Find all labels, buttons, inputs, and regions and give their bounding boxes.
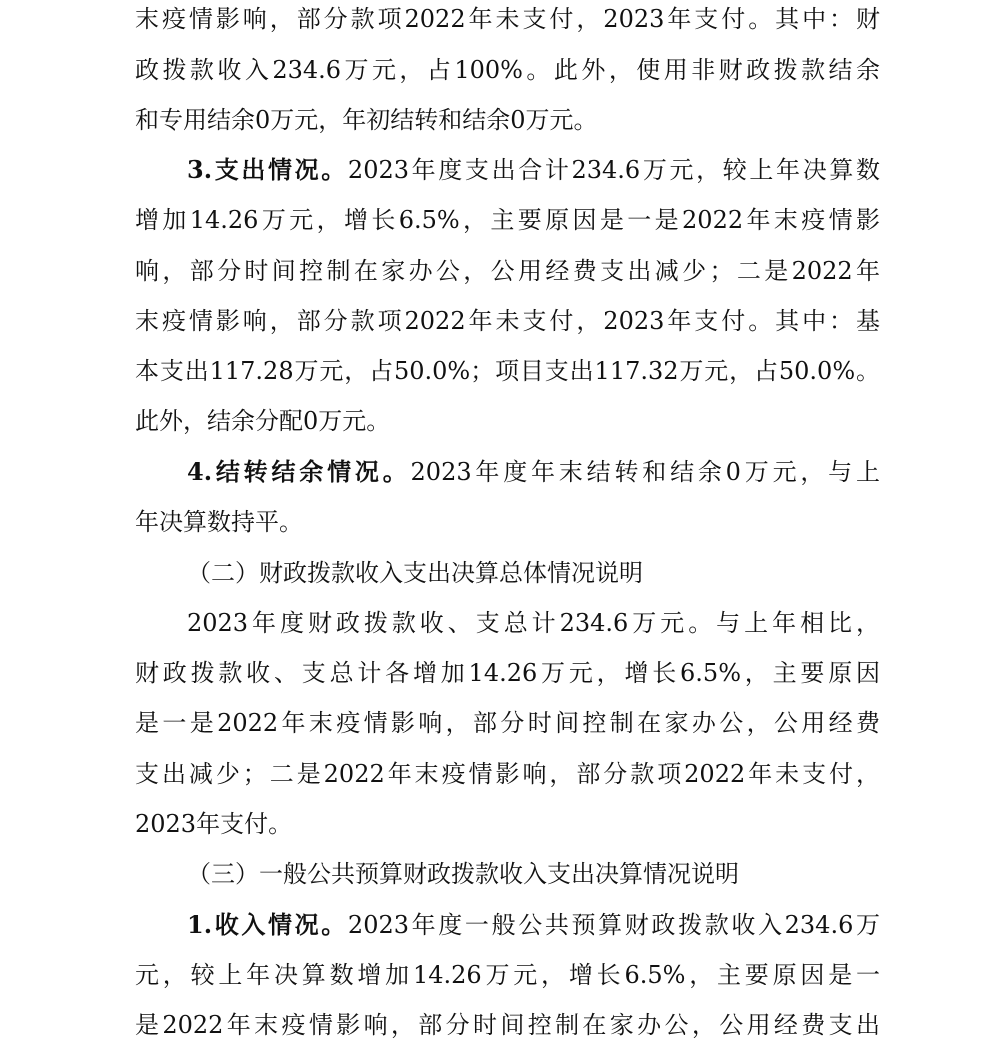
section-title-2: （二）财政拨款收入支出决算总体情况说明 — [187, 559, 643, 587]
paragraph-line: 末疫情影响，部分款项2022年未支付，2023年支付。其中：财 — [135, 5, 880, 33]
paragraph-line: 支出减少；二是2022年末疫情影响，部分款项2022年未支付， — [135, 760, 880, 788]
paragraph-line: 年决算数持平。 — [135, 508, 303, 536]
paragraph-line: 政拨款收入234.6万元，占100%。此外，使用非财政拨款结余 — [135, 56, 880, 84]
paragraph-text: 2023年度一般公共预算财政拨款收入234.6万 — [347, 911, 880, 939]
section-title-3: （三）一般公共预算财政拨款收入支出决算情况说明 — [187, 860, 739, 888]
section-heading-carryover: 4.结转结余情况。 — [187, 457, 411, 486]
paragraph-line: 本支出117.28万元，占50.0%；项目支出117.32万元，占50.0%。 — [135, 357, 880, 385]
paragraph-first-line — [187, 153, 880, 187]
paragraph-first-line — [187, 455, 880, 489]
paragraph-text: 2023年度年末结转和结余0万元，与上 — [410, 458, 880, 486]
paragraph-line: 财政拨款收、支总计各增加14.26万元，增长6.5%，主要原因 — [135, 659, 880, 687]
paragraph-line: 和专用结余0万元，年初结转和结余0万元。 — [135, 106, 598, 134]
paragraph-line: 响，部分时间控制在家办公，公用经费支出减少；二是2022年 — [135, 257, 880, 285]
paragraph-line: 末疫情影响，部分款项2022年未支付，2023年支付。其中：基 — [135, 307, 880, 335]
section-heading-income: 1.收入情况。 — [187, 910, 348, 939]
paragraph-first-line — [187, 908, 880, 942]
paragraph-line: 此外，结余分配0万元。 — [135, 407, 391, 435]
paragraph-line: 元，较上年决算数增加14.26万元，增长6.5%，主要原因是一 — [135, 961, 880, 989]
paragraph-line: 是一是2022年末疫情影响，部分时间控制在家办公，公用经费 — [135, 709, 880, 737]
paragraph-line: 是2022年末疫情影响，部分时间控制在家办公，公用经费支出 — [135, 1011, 880, 1039]
paragraph-line: 2023年支付。 — [135, 810, 293, 838]
section-heading-expenditure: 3.支出情况。 — [187, 155, 348, 184]
paragraph-text: 2023年度支出合计234.6万元，较上年决算数 — [347, 156, 880, 184]
paragraph-line: 增加14.26万元，增长6.5%，主要原因是一是2022年末疫情影 — [135, 206, 880, 234]
paragraph-first-line: 2023年度财政拨款收、支总计234.6万元。与上年相比， — [187, 609, 880, 637]
